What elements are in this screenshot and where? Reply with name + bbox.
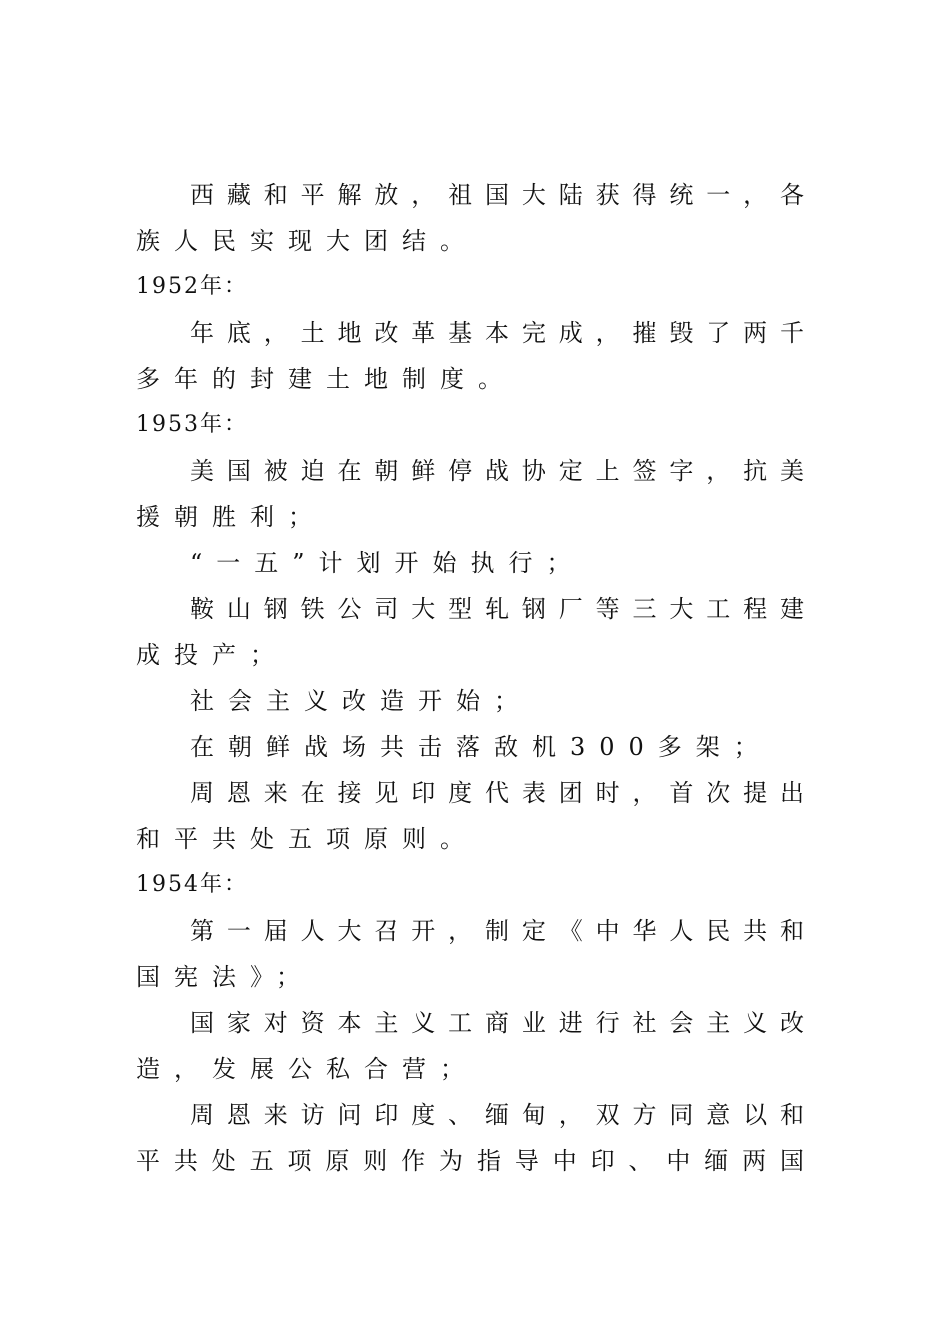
paragraph-line: 在朝鲜战场共击落敌机300多架； xyxy=(190,733,772,761)
paragraph-line: 年底，土地改革基本完成，摧毁了两千 xyxy=(190,319,804,347)
paragraph-line: 平共处五项原则作为指导中印、中缅两国 xyxy=(136,1147,804,1175)
paragraph-line: 成投产； xyxy=(136,641,288,669)
paragraph-line: 社会主义改造开始； xyxy=(190,687,532,715)
paragraph-line: 和平共处五项原则。 xyxy=(136,825,478,853)
paragraph-line: 周恩来访问印度、缅甸，双方同意以和 xyxy=(190,1101,804,1129)
paragraph-line: 多年的封建土地制度。 xyxy=(136,365,516,393)
year-heading: 1954年： xyxy=(136,872,248,897)
paragraph-line: 美国被迫在朝鲜停战协定上签字，抗美 xyxy=(190,457,804,485)
paragraph-line: 西藏和平解放，祖国大陆获得统一，各 xyxy=(190,181,804,209)
paragraph-line: “一五”计划开始执行； xyxy=(190,549,585,577)
paragraph-line: 鞍山钢铁公司大型轧钢厂等三大工程建 xyxy=(190,595,804,623)
year-heading: 1953年： xyxy=(136,412,248,437)
paragraph-line: 族人民实现大团结。 xyxy=(136,227,478,255)
paragraph-line: 国宪法》； xyxy=(136,963,314,991)
paragraph-line: 造，发展公私合营； xyxy=(136,1055,478,1083)
paragraph-line: 周恩来在接见印度代表团时，首次提出 xyxy=(190,779,804,807)
paragraph-line: 国家对资本主义工商业进行社会主义改 xyxy=(190,1009,804,1037)
paragraph-line: 第一届人大召开，制定《中华人民共和 xyxy=(190,917,804,945)
year-heading: 1952年： xyxy=(136,274,248,299)
paragraph-line: 援朝胜利； xyxy=(136,503,326,531)
